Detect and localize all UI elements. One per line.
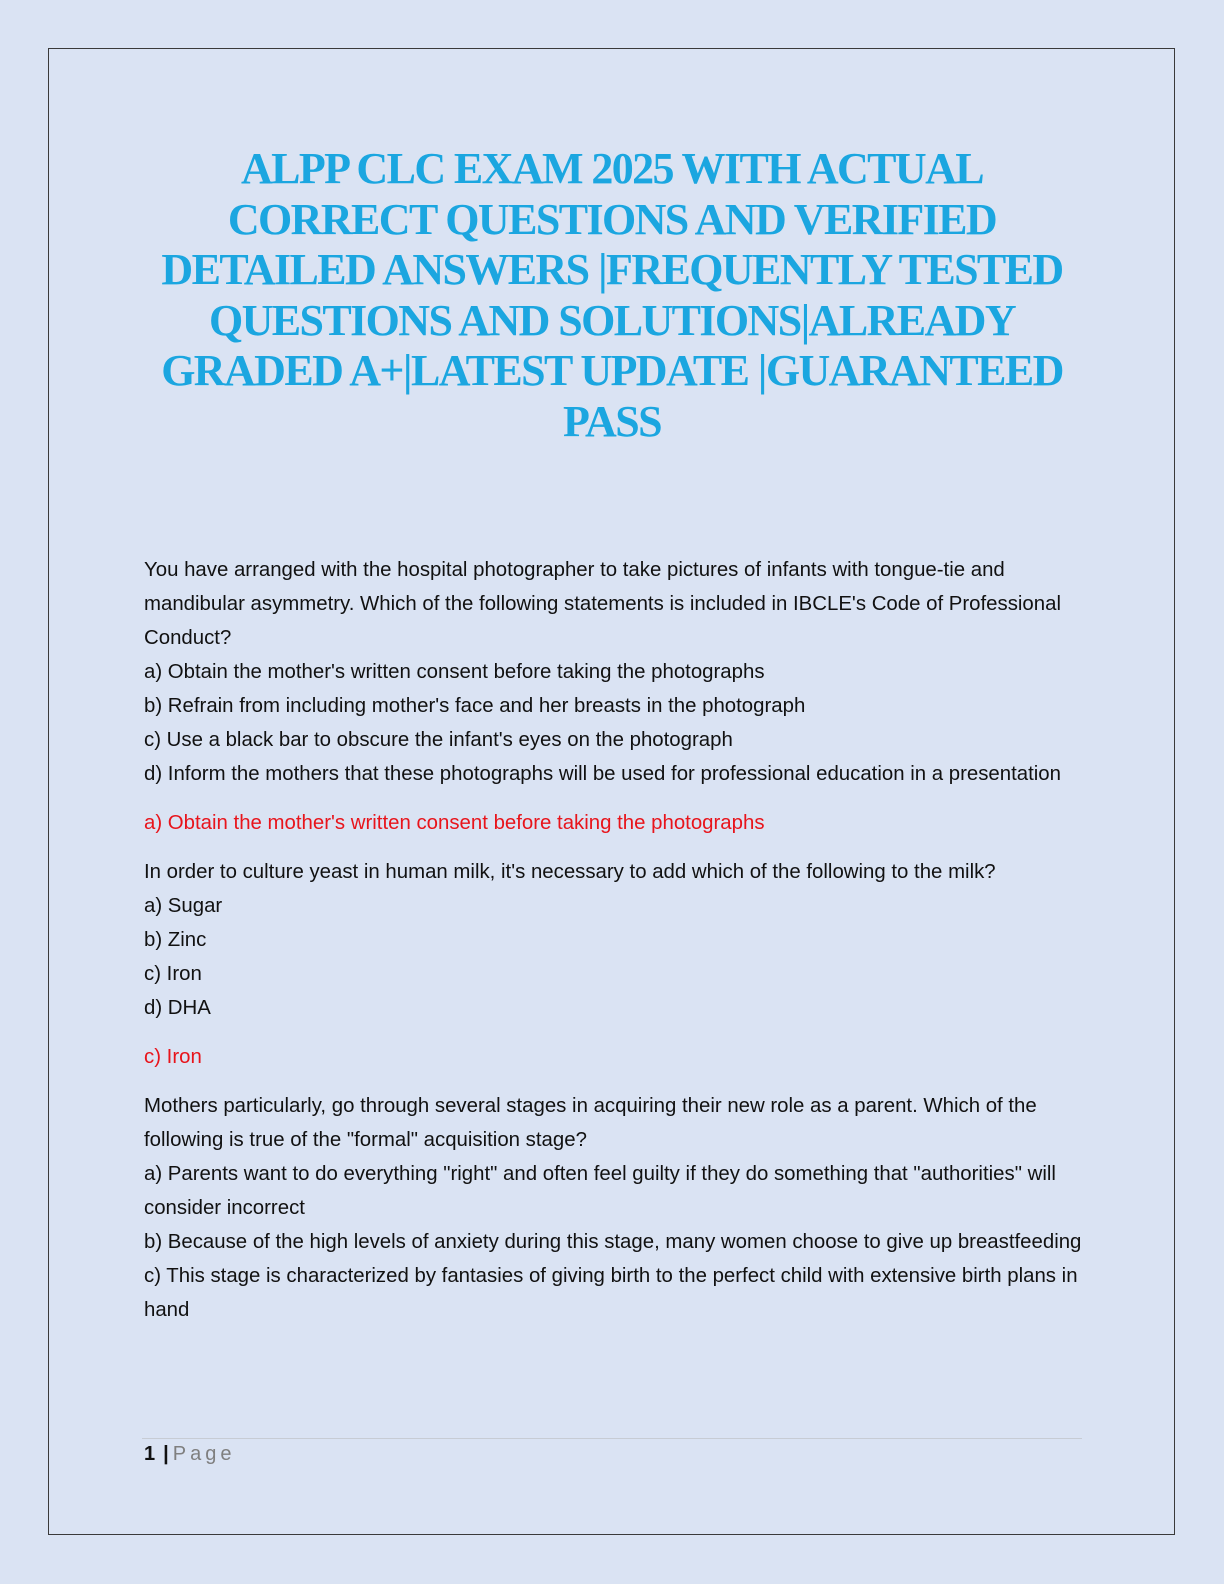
option-a: a) Sugar: [144, 895, 223, 917]
page-label: Page: [172, 1443, 236, 1465]
document-title: ALPP CLC EXAM 2025 WITH ACTUAL CORRECT QUESTIONS AND VERIFIED DETAILED ANSWERS |FREQUENTLY TESTED QUESTIONS AND SOLUTIONS|ALREADY GRADED A+|LATEST UPDATE |GUARANTEED PASS: [161, 144, 1063, 446]
question-3: [144, 1089, 1084, 1327]
question-list: [144, 553, 1084, 1327]
correct-answer: a) Obtain the mother's written consent before taking the photographs: [144, 812, 765, 834]
option-b: b) Zinc: [144, 929, 207, 951]
option-d: d) DHA: [144, 997, 211, 1019]
option-a: a) Obtain the mother's written consent before taking the photographs: [144, 661, 765, 683]
correct-answer: c) Iron: [144, 1046, 202, 1068]
option-b: b) Refrain from including mother's face and her breasts in the photograph: [144, 695, 806, 717]
page-number: 1: [144, 1443, 156, 1465]
option-c: c) Use a black bar to obscure the infant's eyes on the photograph: [144, 729, 733, 751]
question-text: In order to culture yeast in human milk, it's necessary to add which of the following to the milk?: [144, 861, 996, 883]
option-c: c) Iron: [144, 963, 202, 985]
option-d: d) Inform the mothers that these photographs will be used for professional education in a presentation: [144, 763, 1061, 785]
question-1: [144, 553, 1084, 840]
option-a: a) Parents want to do everything "right" and often feel guilty if they do something that "authorities" will consider incorrect: [144, 1163, 1056, 1219]
page-footer: [144, 1440, 235, 1468]
page-separator: |: [163, 1443, 169, 1465]
option-c: c) This stage is characterized by fantasies of giving birth to the perfect child with extensive birth plans in hand: [144, 1265, 1078, 1321]
question-2: [144, 855, 1084, 1074]
footer-divider: [142, 1438, 1082, 1439]
option-b: b) Because of the high levels of anxiety during this stage, many women choose to give up breastfeeding: [144, 1231, 1082, 1253]
question-text: Mothers particularly, go through several stages in acquiring their new role as a parent. Which of the following is true of the "formal" acquisition stage?: [144, 1095, 1037, 1151]
question-text: You have arranged with the hospital photographer to take pictures of infants with tongue-tie and mandibular asymmetry. Which of the following statements is included in IBCLE's Code of Professional Conduct?: [144, 559, 1061, 649]
